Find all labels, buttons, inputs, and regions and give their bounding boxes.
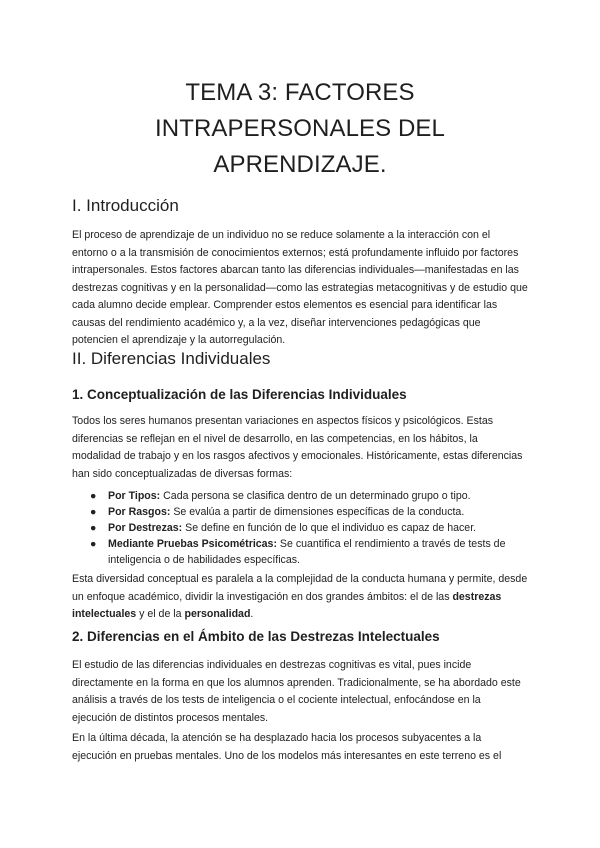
bullet-icon: ●: [90, 522, 97, 534]
closing-paragraph: Esta diversidad conceptual es paralela a la complejidad de la conducta humana y permite, desde un enfoque académico, dividir la investigación en dos grandes ámbitos: el de las destrezas intelectuales y el de la personalidad.: [72, 573, 528, 620]
intro-paragraph: El proceso de aprendizaje de un individuo no se reduce solamente a la interacción con el entorno o a la transmisión de conocimientos externos; está profundamente influido por factores intrapersonales. Estos factores abarcan tanto las diferencias individuales—manifestadas en las destrezas cognitivas y en la personalidad—como las estrategias metacognitivas y de estudio que cada alumno decide emplear. Comprender estos elementos es esencial para identificar las causas del rendimiento académico y, a la vez, diseñar intervenciones pedagógicas que potencien el aprendizaje y la autorregulación.: [72, 229, 528, 346]
conceptualizacion-paragraph: Todos los seres humanos presentan variaciones en aspectos físicos y psicológicos. Estas diferencias se reflejan en el nivel de desarrollo, en las competencias, en los hábitos, la modalidad de trabajo y en los rasgos afectivos y emocionales. Históricamente, estas diferencias han sido conceptualizadas de diversas formas:: [72, 415, 523, 480]
list-item: ● Por Rasgos: Se evalúa a partir de dimensiones específicas de la conducta.: [90, 506, 465, 518]
list-item: ● Mediante Pruebas Psicométricas: Se cuantifica el rendimiento a través de tests de inteligencia o de habilidades específicas.: [90, 538, 506, 566]
section-heading-diferencias: II. Diferencias Individuales: [72, 349, 271, 368]
document-title: TEMA 3: FACTORES INTRAPERSONALES DEL APRENDIZAJE.: [155, 79, 445, 178]
bullet-icon: ●: [90, 490, 97, 502]
destrezas-paragraph-1: El estudio de las diferencias individuales en destrezas cognitivas es vital, pues incide directamente en la forma en que los alumnos aprenden. Tradicionalmente, se ha abordado este análisis a través de los tests de inteligencia o el cociente intelectual, enfocándose en la ejecución de distintos procesos mentales.: [72, 659, 521, 724]
subsection-heading-conceptualizacion: 1. Conceptualización de las Diferencias Individuales: [72, 387, 407, 402]
conceptualization-list: [72, 488, 528, 568]
subsection-heading-destrezas: 2. Diferencias en el Ámbito de las Destrezas Intelectuales: [72, 629, 440, 644]
destrezas-paragraph-2: En la última década, la atención se ha desplazado hacia los procesos subyacentes a la ejecución en pruebas mentales. Uno de los modelos más interesantes en este terreno es el: [72, 732, 502, 762]
bullet-icon: ●: [90, 506, 97, 518]
section-heading-introduccion: I. Introducción: [72, 196, 179, 215]
bullet-icon: ●: [90, 538, 97, 550]
list-item: ● Por Destrezas: Se define en función de lo que el individuo es capaz de hacer.: [90, 522, 477, 534]
list-item: ● Por Tipos: Cada persona se clasifica dentro de un determinado grupo o tipo.: [90, 490, 471, 502]
